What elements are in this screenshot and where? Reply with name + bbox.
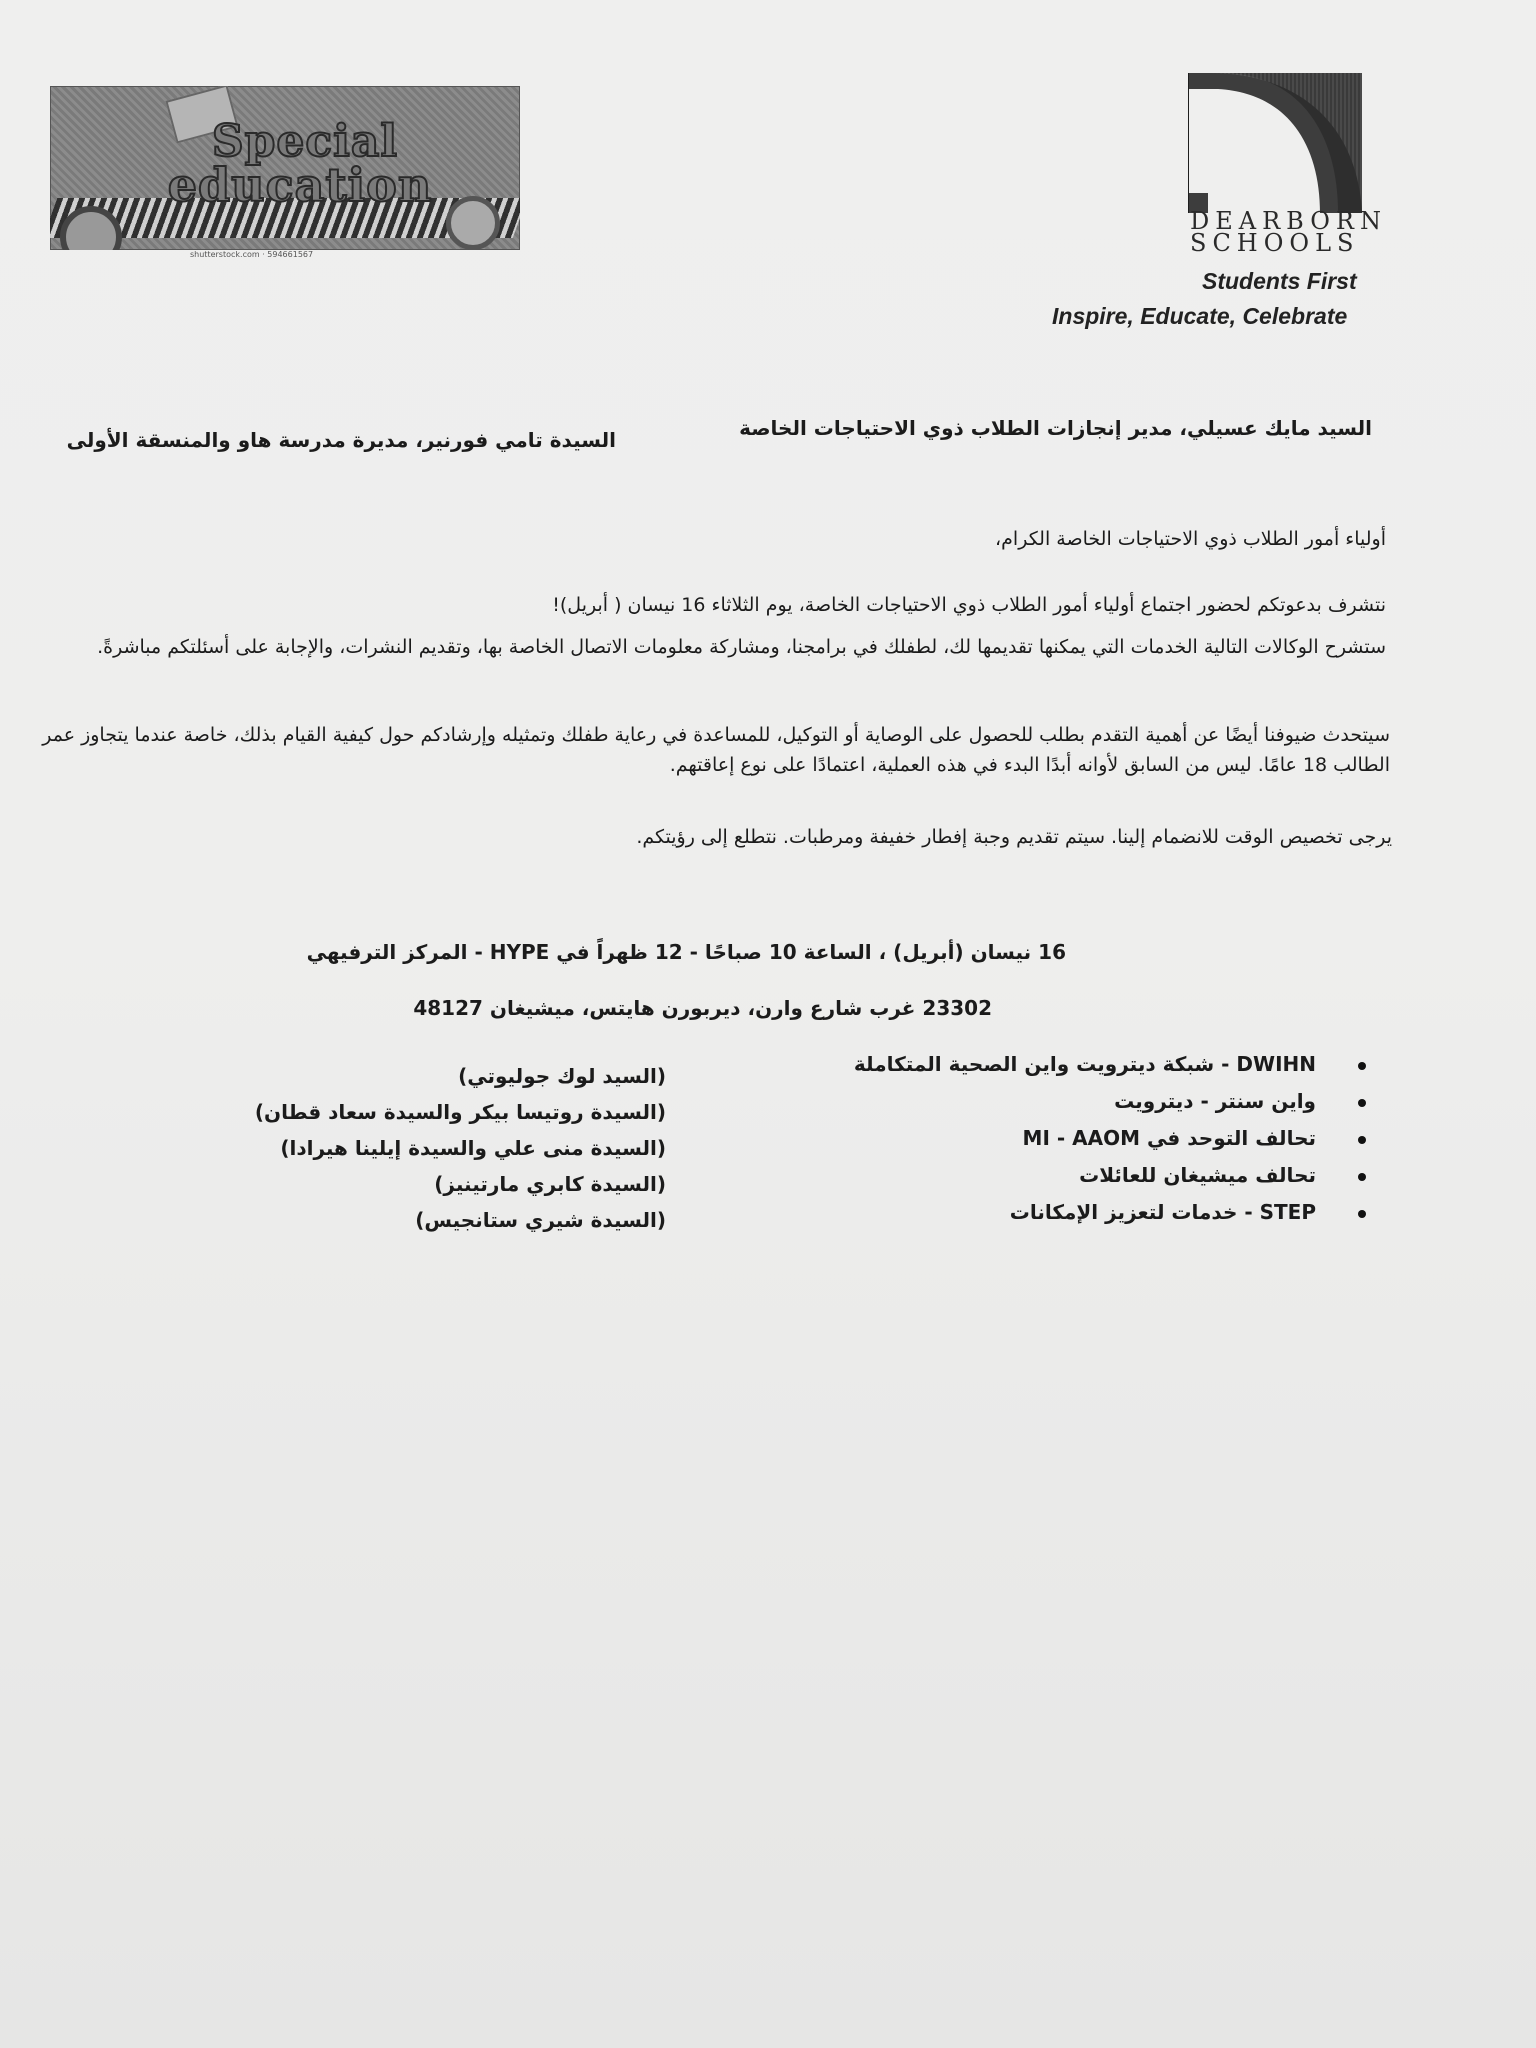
representatives-list	[255, 1058, 666, 1238]
event-address: 23302 غرب شارع وارن، ديربورن هايتس، ميشيغان 48127	[413, 996, 992, 1020]
representative-name: (السيدة روتيسا بيكر والسيدة سعاد قطان)	[254, 1100, 666, 1124]
greeting: أولياء أمور الطلاب ذوي الاحتياجات الخاصة الكرام،	[995, 528, 1386, 550]
tagline-inspire: Inspire, Educate, Celebrate	[1052, 303, 1348, 329]
representative-name: (السيدة منى علي والسيدة إيلينا هيرادا)	[280, 1136, 666, 1160]
join-paragraph: يرجى تخصيص الوقت للانضمام إلينا. سيتم تقديم وجبة إفطار خفيفة ومرطبات. نتطلع إلى رؤيتكم.	[636, 826, 1392, 848]
logo-wordmark	[1190, 207, 1387, 257]
agency-name: تحالف التوحد في MI - AAOM	[1022, 1126, 1316, 1150]
guests-paragraph: سيتحدث ضيوفنا أيضًا عن أهمية التقدم بطلب للحصول على الوصاية أو التوكيل، للمساعدة في رعاية طفلك وتمثيله وإرشادكم حول كيفية القيام بذلك، خاصة عندما يتجاوز عمر الطالب 18 عامًا. ليس من السابق لأوانه أبدًا البدء في هذه العملية، اعتمادًا على نوع إعاقتهم.	[42, 724, 1390, 776]
administrator-principal: السيدة تامي فورنير، مديرة مدرسة هاو والمنسقة الأولى	[66, 428, 616, 452]
dearborn-schools-logo	[1188, 73, 1362, 213]
list-item	[854, 1046, 1366, 1083]
logo-line-2: SCHOOLS	[1190, 229, 1360, 257]
event-date-time: 16 نيسان (أبريل) ، الساعة 10 صباحًا - 12 ظهراً في HYPE - المركز الترفيهي	[306, 940, 1066, 964]
logo-line-1: DEARBORN	[1190, 207, 1387, 235]
agency-name: STEP - خدمات لتعزيز الإمكانات	[1009, 1200, 1316, 1224]
administrator-director: السيد مايك عسيلي، مدير إنجازات الطلاب ذوي الاحتياجات الخاصة	[739, 416, 1372, 440]
image-text-line-2: education	[167, 158, 433, 212]
bullet-icon	[1358, 1173, 1366, 1181]
image-text-line-1: Special	[211, 116, 399, 167]
agency-name: تحالف ميشيغان للعائلات	[1079, 1163, 1316, 1187]
agencies-paragraph: ستشرح الوكالات التالية الخدمات التي يمكنها تقديمها لك، لطفلك في برامجنا، ومشاركة معلومات الاتصال الخاصة بها، وتقديم النشرات، والإجابة على أسئلتكم مباشرةً.	[97, 636, 1386, 658]
bullet-icon	[1358, 1210, 1366, 1218]
representative-name: (السيدة كابري مارتينيز)	[434, 1172, 666, 1196]
agency-name: DWIHN - شبكة ديترويت واين الصحية المتكاملة	[853, 1052, 1316, 1076]
bullet-icon	[1358, 1099, 1366, 1107]
tagline-students-first: Students First	[1202, 268, 1357, 294]
list-item	[854, 1120, 1366, 1157]
bullet-icon	[1358, 1136, 1366, 1144]
representative-name: (السيدة شيري ستانجيس)	[415, 1208, 666, 1232]
list-item	[854, 1083, 1366, 1120]
agencies-list	[854, 1046, 1366, 1231]
list-item	[854, 1194, 1366, 1231]
representative-name: (السيد لوك جوليوتي)	[458, 1064, 666, 1088]
agency-name: واين سنتر - ديترويت	[1114, 1089, 1316, 1113]
bullet-icon	[1358, 1062, 1366, 1070]
invitation-paragraph: نتشرف بدعوتكم لحضور اجتماع أولياء أمور الطلاب ذوي الاحتياجات الخاصة، يوم الثلاثاء 16 نيسان ( أبريل)!	[552, 594, 1386, 616]
list-item	[854, 1157, 1366, 1194]
special-education-image	[50, 86, 520, 250]
image-credit: shutterstock.com · 594661567	[190, 250, 314, 259]
